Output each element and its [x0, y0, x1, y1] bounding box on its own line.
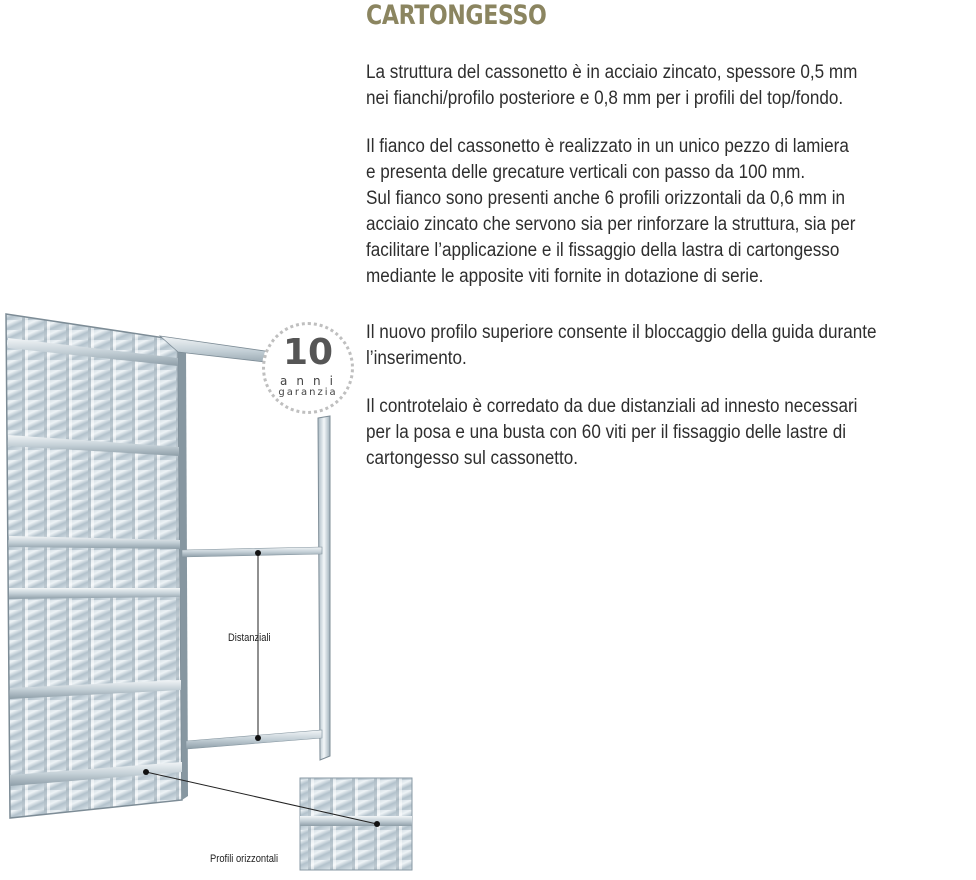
text-line: Il nuovo profilo superiore consente il bloccaggio della guida durante [366, 322, 877, 343]
text-line: Il controtelaio è corredato da due distanziali ad innesto necessari [366, 396, 858, 417]
text-line: La struttura del cassonetto è in acciaio zincato, spessore 0,5 mm [366, 62, 858, 83]
paragraph-structure [366, 60, 972, 112]
text-line: Il fianco del cassonetto è realizzato in un unico pezzo di lamiera [366, 136, 849, 157]
paragraph-counterframe [366, 394, 972, 472]
rear-upright [318, 416, 330, 760]
text-line: facilitare l’applicazione e il fissaggio della lastra di cartongesso [366, 240, 840, 261]
text-line: l’inserimento. [366, 348, 467, 369]
warranty-years: 10 [282, 332, 334, 373]
warranty-years-label: anni [280, 374, 342, 388]
paragraph-top-profile [366, 320, 972, 372]
text-line: cartongesso sul cassonetto. [366, 448, 578, 469]
text-line: per la posa e una busta con 60 viti per il fissaggio delle lastre di [366, 422, 847, 443]
warranty-badge [262, 322, 354, 414]
text-line: acciaio zincato che servono sia per rinforzare la struttura, sia per [366, 214, 856, 235]
detail-inset [300, 778, 412, 870]
text-line: Sul fianco sono presenti anche 6 profili orizzontali da 0,6 mm in [366, 188, 846, 209]
counterframe-illustration [0, 300, 440, 880]
spacers [182, 547, 322, 749]
paragraph-side-panel [366, 134, 972, 290]
text-line: nei fianchi/profilo posteriore e 0,8 mm per i profili del top/fondo. [366, 88, 844, 109]
label-horizontal-profiles: Profili orizzontali [210, 853, 279, 865]
warranty-label: garanzia [278, 387, 338, 398]
page-title: CARTONGESSO [366, 0, 547, 31]
text-line: e presenta delle grecature verticali con passo da 100 mm. [366, 162, 806, 183]
label-spacers: Distanziali [228, 632, 271, 644]
side-panel [6, 314, 182, 818]
text-line: mediante le apposite viti fornite in dotazione di serie. [366, 266, 764, 287]
